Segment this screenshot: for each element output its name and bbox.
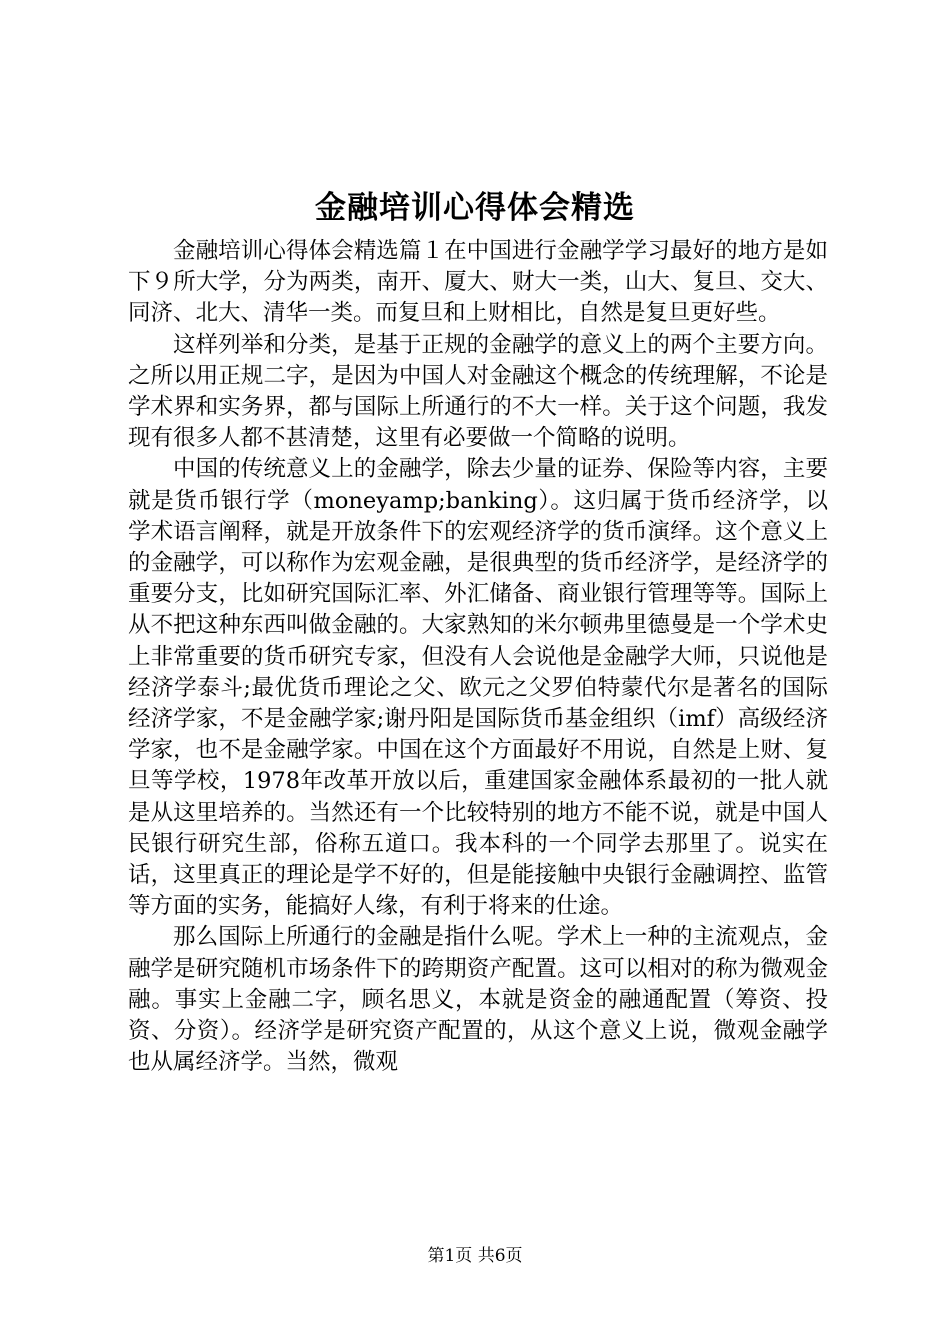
paragraph: 这样列举和分类，是基于正规的金融学的意义上的两个主要方向。之所以用正规二字，是因为中国人对金融这个概念的传统理解，不论是学术界和实务界，都与国际上所通行的不大一样。关于这个问题，我发现有很多人都不甚清楚，这里有必要做一个简略的说明。 bbox=[128, 331, 828, 452]
paragraph: 金融培训心得体会精选篇１在中国进行金融学学习最好的地方是如下９所大学，分为两类，南开、厦大、财大一类，山大、复旦、交大、同济、北大、清华一类。而复旦和上财相比，自然是复旦更好些。 bbox=[128, 238, 828, 327]
paragraph: 中国的传统意义上的金融学，除去少量的证券、保险等内容，主要就是货币银行学（moneyamp;banking）。这归属于货币经济学，以学术语言阐释，就是开放条件下的宏观经济学的货币演绎。这个意义上的金融学，可以称作为宏观金融，是很典型的货币经济学，是经济学的重要分支，比如研究国际汇率、外汇储备、商业银行管理等等。国际上从不把这种东西叫做金融的。大家熟知的米尔顿弗里德曼是一个学术史上非常重要的货币研究专家，但没有人会说他是金融学大师，只说他是经济学泰斗;最优货币理论之父、欧元之父罗伯特蒙代尔是著名的国际经济学家，不是金融学家;谢丹阳是国际货币基金组织（imf）高级经济学家，也不是金融学家。中国在这个方面最好不用说，自然是上财、复旦等学校，1978年改革开放以后，重建国家金融体系最初的一批人就是从这里培养的。当然还有一个比较特别的地方不能不说，就是中国人民银行研究生部，俗称五道口。我本科的一个同学去那里了。说实在话，这里真正的理论是学不好的，但是能接触中央银行金融调控、监管等方面的实务，能搞好人缘，有利于将来的仕途。 bbox=[128, 456, 828, 920]
paragraph: 那么国际上所通行的金融是指什么呢。学术上一种的主流观点，金融学是研究随机市场条件下的跨期资产配置。这可以相对的称为微观金融。事实上金融二字，顾名思义，本就是资金的融通配置（筹资、投资、分资）。经济学是研究资产配置的，从这个意义上说，微观金融学也从属经济学。当然，微观 bbox=[128, 924, 828, 1076]
document-title: 金融培训心得体会精选 bbox=[315, 190, 635, 226]
document-body bbox=[128, 236, 828, 1078]
page-number-footer: 第1页 共6页 bbox=[427, 1246, 523, 1266]
